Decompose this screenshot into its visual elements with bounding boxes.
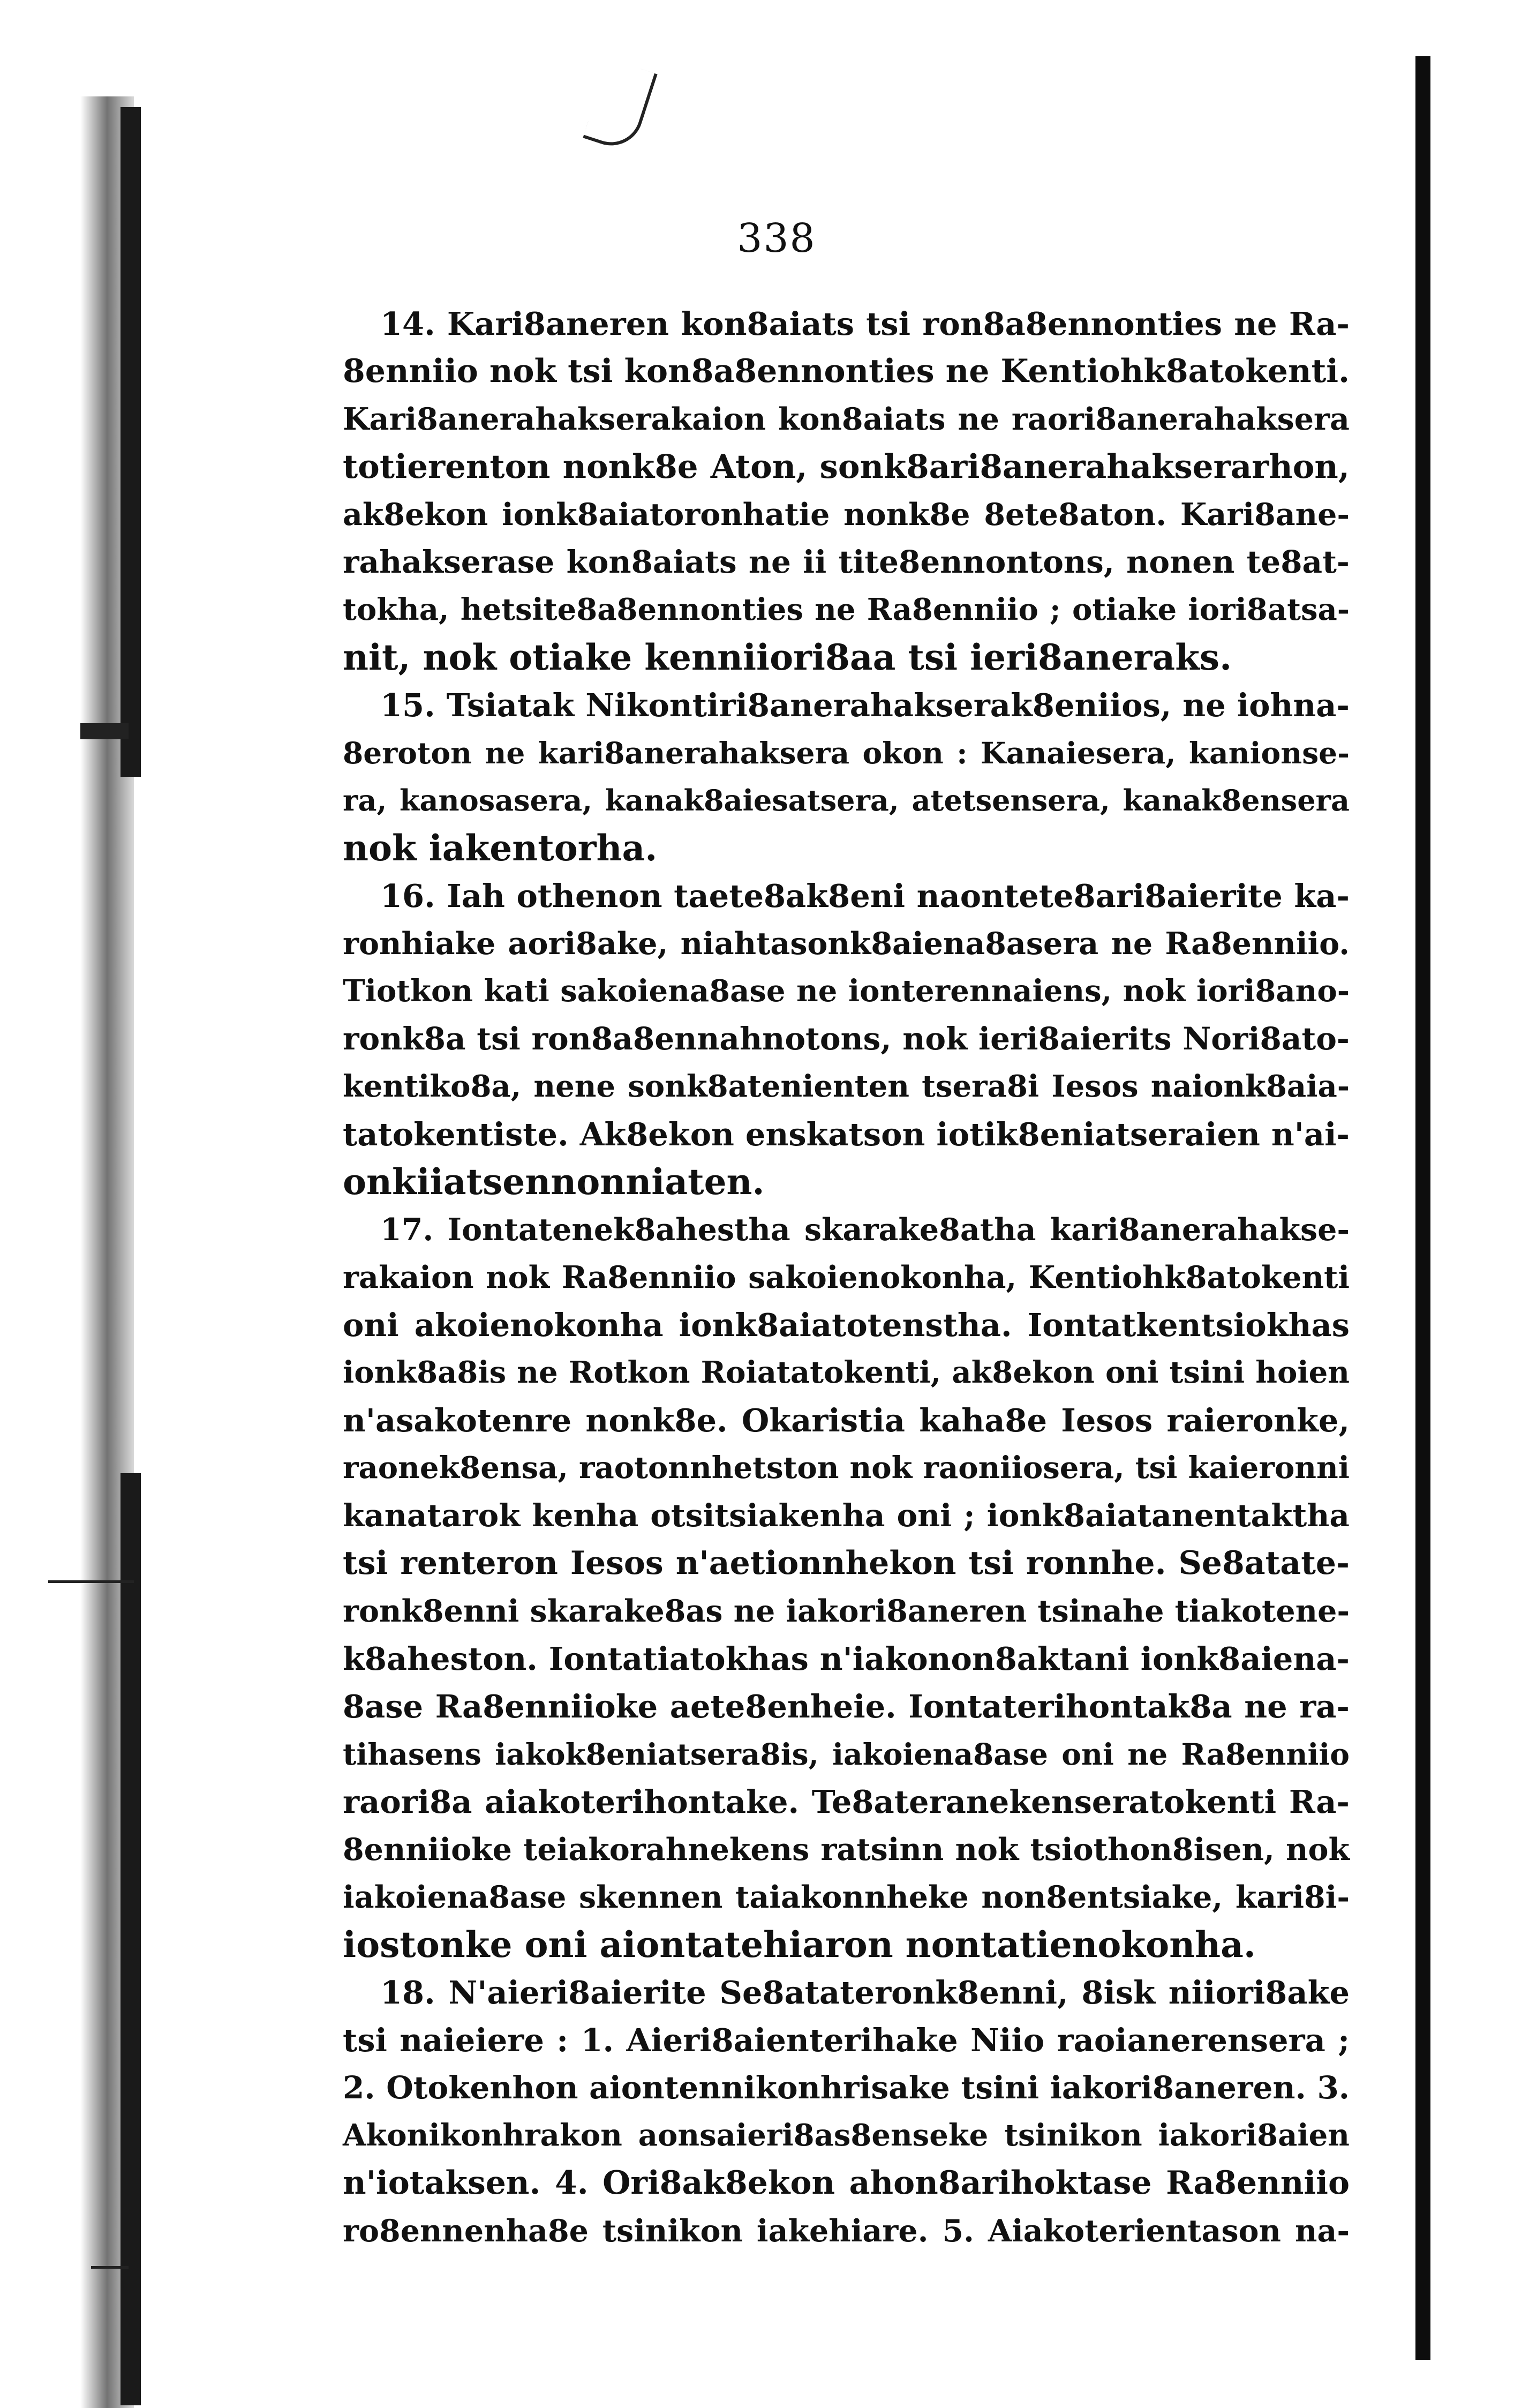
scan-speck (48, 1580, 134, 1583)
body-text (343, 300, 1350, 2255)
scan-speck (80, 723, 129, 739)
text-line: Kari8anerahakserakaion kon8aiats ne raori8anerahaksera (343, 401, 1350, 437)
text-line: nit, nok otiake kenniiori8aa tsi ieri8aneraks. (343, 636, 1232, 678)
text-line: raori8a aiakoterihontake. Te8ateranekenseratokenti Ra- (343, 1783, 1350, 1820)
text-line: nok iakentorha. (343, 827, 658, 869)
scan-speck (91, 2266, 129, 2269)
text-line: tatokentiste. Ak8ekon enskatson iotik8eniatseraien n'ai- (343, 1116, 1350, 1153)
text-line: tokha, hetsite8a8ennonties ne Ra8enniio ; otiake iori8atsa- (343, 592, 1350, 627)
text-line: tihasens iakok8eniatsera8is, iakoiena8ase oni ne Ra8enniio (343, 1737, 1350, 1772)
text-line: rakaion nok Ra8enniio sakoienokonha, Kentiohk8atokenti (343, 1259, 1350, 1295)
text-line: ronk8a tsi ron8a8ennahnotons, nok ieri8aierits Nori8ato- (343, 1021, 1350, 1057)
right-page-edge (1415, 56, 1430, 2360)
text-line: ra, kanosasera, kanak8aiesatsera, atetsensera, kanak8ensera (343, 783, 1350, 817)
text-line: totierenton nonk8e Aton, sonk8ari8anerahakserarhon, (343, 448, 1350, 486)
text-line: 2. Otokenhon aiontennikonhrisake tsini iakori8aneren. 3. (343, 2069, 1350, 2106)
text-line: iostonke oni aiontatehiaron nontatienokonha. (343, 1924, 1256, 1966)
text-line: Tiotkon kati sakoiena8ase ne ionterennaiens, nok iori8ano- (343, 973, 1350, 1009)
text-line: 8enniioke teiakorahnekens ratsinn nok tsiothon8isen, nok (343, 1832, 1350, 1867)
binding-edge-lower (120, 1473, 141, 2405)
text-line: 8ase Ra8enniioke aete8enheie. Iontaterihontak8a ne ra- (343, 1688, 1350, 1725)
text-line: 8eroton ne kari8anerahaksera okon : Kanaiesera, kanionse- (343, 736, 1350, 770)
text-line: kentiko8a, nene sonk8atenienten tsera8i Iesos naionk8aia- (343, 1069, 1350, 1104)
text-line: ronhiake aori8ake, niahtasonk8aiena8asera ne Ra8enniio. (343, 926, 1350, 962)
text-line: 18. N'aieri8aierite Se8atateronk8enni, 8isk niiori8ake (380, 1974, 1350, 2011)
text-line: iakoiena8ase skennen taiakonnheke non8entsiake, kari8i- (343, 1879, 1350, 1915)
text-line: 16. Iah othenon taete8ak8eni naontete8ari8aierite ka- (380, 877, 1350, 914)
text-line: onkiiatsennonniaten. (343, 1161, 765, 1203)
text-line: 14. Kari8aneren kon8aiats tsi ron8a8ennonties ne Ra- (380, 305, 1350, 342)
text-line: tsi naieiere : 1. Aieri8aienterihake Niio raoianerensera ; (343, 2022, 1350, 2059)
text-line: ak8ekon ionk8aiatoronhatie nonk8e 8ete8aton. Kari8ane- (343, 497, 1350, 532)
text-line: tsi renteron Iesos n'aetionnhekon tsi ronnhe. Se8atate- (343, 1544, 1350, 1582)
text-line: 15. Tsiatak Nikontiri8anerahakserak8eniios, ne iohna- (380, 687, 1350, 724)
text-line: oni akoienokonha ionk8aiatotenstha. Iontatkentsiokhas (343, 1307, 1350, 1344)
text-line: 8enniio nok tsi kon8a8ennonties ne Kentiohk8atokenti. (343, 352, 1350, 390)
text-line: rahakserase kon8aiats ne ii tite8ennontons, nonen te8at- (343, 544, 1350, 580)
text-line: 17. Iontatenek8ahestha skarake8atha kari8anerahakse- (380, 1212, 1350, 1248)
text-line: Akonikonhrakon aonsaieri8as8enseke tsinikon iakori8aien (343, 2118, 1350, 2153)
binding-edge-upper (120, 107, 141, 777)
binding-shadow (0, 96, 134, 2408)
text-line: k8aheston. Iontatiatokhas n'iakonon8aktani ionk8aiena- (343, 1640, 1350, 1677)
text-line: n'asakotenre nonk8e. Okaristia kaha8e Iesos raieronke, (343, 1402, 1350, 1439)
text-line: raonek8ensa, raotonnhetston nok raoniiosera, tsi kaieronni (343, 1450, 1350, 1486)
text-line: n'iotaksen. 4. Ori8ak8ekon ahon8arihoktase Ra8enniio (343, 2164, 1350, 2202)
page-number: 338 (737, 215, 816, 261)
pencil-mark (583, 58, 658, 154)
text-line: kanatarok kenha otsitsiakenha oni ; ionk8aiatanentaktha (343, 1497, 1350, 1534)
text-line: ionk8a8is ne Rotkon Roiatatokenti, ak8ekon oni tsini hoien (343, 1355, 1350, 1390)
text-line: ronk8enni skarake8as ne iakori8aneren tsinahe tiakotene- (343, 1593, 1350, 1629)
text-line: ro8ennenha8e tsinikon iakehiare. 5. Aiakoterientason na- (343, 2213, 1350, 2249)
